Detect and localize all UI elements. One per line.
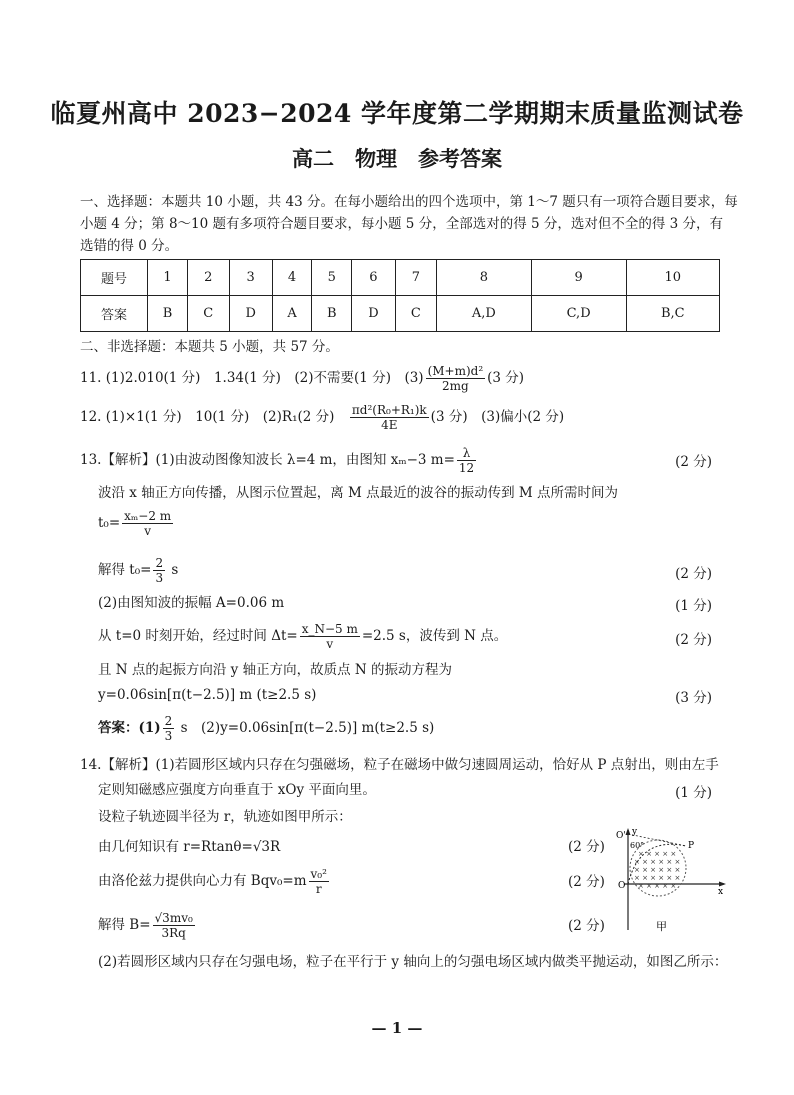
field-crosses xyxy=(634,850,680,890)
score: (2 分) xyxy=(568,918,605,934)
q13-line6: 从 t=0 时刻开始，经过时间 Δt= $\frac{x\_N-5 m}{v}$ =2.5 s，波传到 N 点。 xyxy=(98,622,508,651)
table-header-label: 答案 xyxy=(81,296,148,332)
table-cell: A,D xyxy=(437,296,532,332)
score: (2 分) xyxy=(675,632,712,648)
table-cell: C,D xyxy=(531,296,626,332)
fraction: $\frac{\text{(M+m)d²}}{2mg}$ xyxy=(427,364,484,393)
table-cell: 1 xyxy=(148,260,188,296)
table-cell: 8 xyxy=(437,260,532,296)
table-cell: 10 xyxy=(626,260,719,296)
fraction: $\frac{\lambda}{12}$ xyxy=(458,446,475,475)
y-axis-arrow-icon xyxy=(626,828,631,835)
label-o: O xyxy=(618,881,626,891)
table-cell: 5 xyxy=(312,260,352,296)
fraction: $\frac{x\_N-5 m}{v}$ xyxy=(301,622,358,651)
table-cell: C xyxy=(395,296,437,332)
fraction: $\frac{\text{v₀²}}{r}$ xyxy=(310,867,327,896)
section1-line1: 一、选择题：本题共 10 小题，共 43 分。在每小题给出的四个选项中，第 1～7 题只有一项符合题目要求，每 xyxy=(80,194,738,210)
fraction: $\frac{\text{πd²(R₀+R₁)k}}{4E}$ xyxy=(351,403,427,432)
score: (2 分) xyxy=(675,566,712,582)
q13-answer: 答案：(1) $\frac{2}{3}$ s (2)y=0.06sin[π(t−2.5)] m(t≥2.5 s) xyxy=(98,714,435,743)
svg-text:× × × × × ×: × × × × × × xyxy=(634,858,681,866)
q14-line5: 由洛伦兹力提供向心力有 Bqv₀=m $\frac{\text{v₀²}}{r}$ xyxy=(98,867,327,896)
table-cell: B,C xyxy=(626,296,719,332)
table-cell: 3 xyxy=(229,260,272,296)
q13-line2: 波沿 x 轴正方向传播，从图示位置起，离 M 点最近的波谷的振动传到 M 点所需时间为 xyxy=(98,485,619,501)
label-x: x xyxy=(718,887,724,897)
table-cell: 6 xyxy=(352,260,395,296)
score: (2 分) xyxy=(675,454,712,470)
score: (3 分) xyxy=(675,690,712,706)
q13-line7: 且 N 点的起振方向沿 y 轴正方向，故质点 N 的振动方程为 xyxy=(98,662,452,678)
page-number: — 1 — xyxy=(371,1019,423,1037)
score: (1 分) xyxy=(675,785,712,801)
label-angle: 60° xyxy=(630,841,645,850)
label-y: y xyxy=(632,827,638,837)
q12-line: 12. (1)×1(1 分) 10(1 分) (2)R₁(2 分) $\frac{\text{πd²(R₀+R₁)k}}{4E}$ (3 分) (3)偏小(2 分) xyxy=(80,403,565,432)
section2-heading: 二、非选择题：本题共 5 小题，共 57 分。 xyxy=(80,339,339,355)
score: (2 分) xyxy=(568,874,605,890)
x-axis-arrow-icon xyxy=(719,882,726,887)
svg-text:× × × × × ×: × × × × × × xyxy=(634,874,681,882)
fraction: $\frac{\text{xₘ−2 m}}{v}$ xyxy=(124,509,172,538)
table-cell: 4 xyxy=(272,260,311,296)
fraction: $\frac{2}{3}$ xyxy=(164,714,173,743)
figure-jia xyxy=(610,826,730,934)
section1-line3: 选错的得 0 分。 xyxy=(80,238,179,254)
table-cell: D xyxy=(352,296,395,332)
table-cell: 9 xyxy=(531,260,626,296)
q14-line3: 设粒子轨迹圆半径为 r，轨迹如图甲所示： xyxy=(98,809,352,825)
q14-line1: 14.【解析】(1)若圆形区域内只存在匀强磁场，粒子在磁场中做匀速圆周运动，恰好从 P 点射出，则由左手 xyxy=(80,757,719,773)
q14-line6: 解得 B= $\frac{\text{√3mv₀}}{3Rq}$ xyxy=(98,911,193,940)
table-row xyxy=(81,260,720,296)
table-cell: B xyxy=(312,296,352,332)
table-cell: D xyxy=(229,296,272,332)
svg-text:× × × × ×: × × × × × xyxy=(638,850,677,858)
svg-text:× × × × × ×: × × × × × × xyxy=(634,866,681,874)
label-o-prime: O' xyxy=(616,831,626,841)
q14-line7: (2)若圆形区域内只存在匀强电场，粒子在平行于 y 轴向上的匀强电场区域内做类平抛运动，如图乙所示： xyxy=(98,954,728,970)
q13-line5: (2)由图知波的振幅 A=0.06 m xyxy=(98,595,285,611)
fraction: $\frac{\text{√3mv₀}}{3Rq}$ xyxy=(154,911,193,940)
table-header-label: 题号 xyxy=(81,260,148,296)
table-cell: C xyxy=(188,296,230,332)
table-cell: B xyxy=(148,296,188,332)
q13-line4: 解得 t₀= $\frac{2}{3}$ s xyxy=(98,556,179,585)
q13-line1: 13.【解析】(1)由波动图像知波长 λ=4 m，由图知 xₘ−3 m= $\frac{\lambda}{12}$ xyxy=(80,446,475,475)
exam-subtitle: 高二 物理 参考答案 xyxy=(292,146,502,171)
section1-line2: 小题 4 分；第 8～10 题有多项符合题目要求，每小题 5 分，全部选对的得 5 分，选对但不全的得 3 分，有 xyxy=(80,216,724,232)
fraction: $\frac{2}{3}$ xyxy=(155,556,164,585)
label-p: P xyxy=(688,841,695,851)
score: (2 分) xyxy=(568,839,605,855)
svg-text:× × × × ×: × × × × × xyxy=(638,882,677,890)
table-cell: A xyxy=(272,296,311,332)
q13-line3: t₀= $\frac{\text{xₘ−2 m}}{v}$ xyxy=(98,509,172,538)
q13-line8: y=0.06sin[π(t−2.5)] m (t≥2.5 s) xyxy=(98,687,317,703)
answer-table xyxy=(80,259,720,332)
table-cell: 7 xyxy=(395,260,437,296)
figure-caption: 甲 xyxy=(656,920,667,933)
q14-line4: 由几何知识有 r=Rtanθ=√3R xyxy=(98,839,281,855)
q11-line: 11. (1)2.010(1 分) 1.34(1 分) (2)不需要(1 分) (3) $\frac{\text{(M+m)d²}}{2mg}$ (3 分) xyxy=(80,364,525,393)
table-row xyxy=(81,296,720,332)
q14-line2: 定则知磁感应强度方向垂直于 xOy 平面向里。 xyxy=(98,782,376,798)
exam-title: 临夏州高中 2023−2024 学年度第二学期期末质量监测试卷 xyxy=(50,99,744,128)
score: (1 分) xyxy=(675,598,712,614)
table-cell: 2 xyxy=(188,260,230,296)
